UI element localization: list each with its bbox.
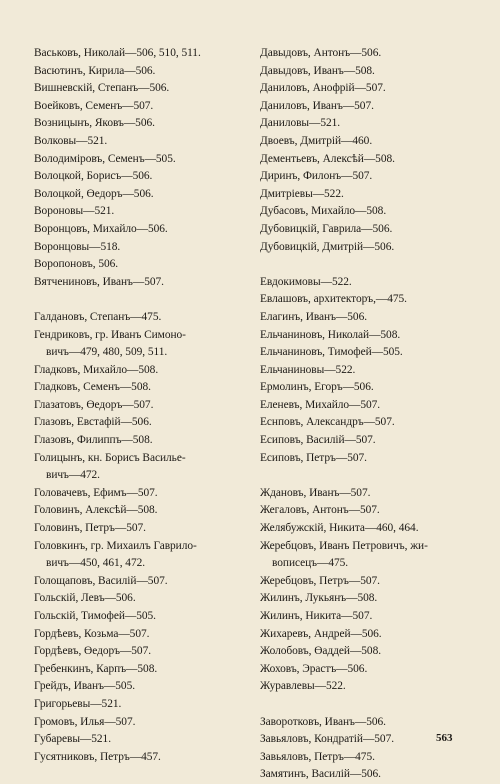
index-entry: Гендриковъ, гр. Иванъ Симоно- <box>34 328 186 341</box>
index-entry: Желябужскій, Никита—460, 464. <box>260 522 419 535</box>
index-entry: Жеребцовъ, Петръ—507. <box>260 574 380 587</box>
index-entry: Есиповъ, Василій—507. <box>260 434 376 447</box>
index-entry: Жихаревъ, Андрей—506. <box>260 627 382 640</box>
index-entry: Гордѣевъ, Өедоръ—507. <box>34 645 152 658</box>
index-entry: Еленевъ, Михайло—507. <box>260 398 381 411</box>
index-column-left <box>34 45 254 766</box>
section-gap <box>260 696 486 714</box>
index-entry: Волоцкой, Өедоръ—506. <box>34 187 154 200</box>
index-column-right <box>260 45 486 784</box>
index-entry: Жолобовъ, Өаддей—508. <box>260 645 382 658</box>
index-entry: Вишневскій, Степанъ—506. <box>34 82 170 95</box>
section-gap <box>260 256 486 274</box>
index-entry: Глазовъ, Филиппъ—508. <box>34 434 153 447</box>
index-entry: вичъ—472. <box>46 469 100 482</box>
section-gap <box>260 467 486 485</box>
index-entry: Васютинъ, Кирила—506. <box>34 64 156 77</box>
index-entry: Даниловъ, Анофрій—507. <box>260 82 386 95</box>
section-gap <box>34 291 254 309</box>
index-entry: Ельчаниновы—522. <box>260 363 356 376</box>
index-entry: Губаревы—521. <box>34 733 112 746</box>
index-entry: Дмитріевы—522. <box>260 187 344 200</box>
index-entry: Васьковъ, Николай—506, 510, 511. <box>34 47 201 59</box>
index-entry: Волоцкой, Борисъ—506. <box>34 170 153 183</box>
index-entry: Громовъ, Илья—507. <box>34 715 136 728</box>
index-entry: Грейдъ, Иванъ—505. <box>34 680 136 693</box>
index-entry: Воронцовъ, Михайло—506. <box>34 222 168 235</box>
index-entry: Ельчаниновъ, Тимофей—505. <box>260 346 403 359</box>
index-entry: Володиміровъ, Семенъ—505. <box>34 152 176 165</box>
index-entry: Двоевъ, Дмитрій—460. <box>260 134 373 147</box>
index-entry: вичъ—450, 461, 472. <box>46 557 146 570</box>
index-entry: Жилинъ, Лукьянъ—508. <box>260 592 378 605</box>
index-entry: Дубовицкій, Дмитрій—506. <box>260 240 395 253</box>
index-entry: Гольскій, Тимофей—505. <box>34 610 156 622</box>
index-entry: Григорьевы—521. <box>34 697 122 710</box>
index-entry: Ельчаниновъ, Николай—508. <box>260 328 401 341</box>
index-entry: Вороновы—521. <box>34 205 115 218</box>
index-entry: Жоховъ, Эрастъ—506. <box>260 662 368 675</box>
index-entry: Воронцовы—518. <box>34 240 121 253</box>
index-entry: Возницынъ, Яковъ—506. <box>34 117 155 130</box>
index-entry: Дементьевъ, Алексѣй—508. <box>260 152 395 165</box>
index-entry: Жилинъ, Никита—507. <box>260 610 373 622</box>
index-entry: вичъ—479, 480, 509, 511. <box>46 346 168 359</box>
index-entry: Даниловъ, Иванъ—507. <box>260 99 374 112</box>
index-entry: вописецъ—475. <box>272 557 349 570</box>
index-entry: Дубовицкій, Гаврила—506. <box>260 222 393 235</box>
index-entry: Заворотковъ, Иванъ—506. <box>260 715 386 728</box>
index-entry: Головинъ, Петръ—507. <box>34 522 146 535</box>
index-entry: Давыдовъ, Иванъ—508. <box>260 64 375 77</box>
index-entry: Завьяловъ, Кондратій—507. <box>260 733 395 746</box>
page-number: 563 <box>436 732 453 744</box>
index-entry: Гольскій, Левъ—506. <box>34 592 136 605</box>
index-entry: Давыдовъ, Антонъ—506. <box>260 47 382 59</box>
index-entry: Еснповъ, Александръ—507. <box>260 416 395 429</box>
index-entry: Завьяловъ, Петръ—475. <box>260 750 375 763</box>
index-entry: Замятинъ, Василій—506. <box>260 768 381 781</box>
index-entry: Жегаловъ, Антонъ—507. <box>260 504 380 517</box>
index-entry: Галдановъ, Степанъ—475. <box>34 310 162 323</box>
index-entry: Евдокимовы—522. <box>260 275 352 288</box>
index-entry: Есиповъ, Петръ—507. <box>260 451 367 464</box>
index-entry: Головинъ, Алексѣй—508. <box>34 504 158 517</box>
index-entry: Ермолинъ, Егоръ—506. <box>260 381 374 394</box>
index-entry: Глазовъ, Евстафій—506. <box>34 416 152 429</box>
index-entry: Ждановъ, Иванъ—507. <box>260 486 371 499</box>
index-entry: Головачевъ, Ефимъ—507. <box>34 486 158 499</box>
index-entry: Диринъ, Филонъ—507. <box>260 170 373 183</box>
index-entry: Гладковъ, Михайло—508. <box>34 363 159 376</box>
index-entry: Воропоновъ, 506. <box>34 258 119 271</box>
index-entry: Голицынъ, кн. Борисъ Василье- <box>34 451 186 464</box>
index-entry: Голощаповъ, Василій—507. <box>34 574 168 587</box>
index-entry: Гладковъ, Семенъ—508. <box>34 381 151 394</box>
index-entry: Глазатовъ, Өедоръ—507. <box>34 398 154 411</box>
index-entry: Гребенкинъ, Карпъ—508. <box>34 662 158 675</box>
index-entry: Головкинъ, гр. Михаилъ Гаврило- <box>34 539 197 552</box>
index-entry: Елагинъ, Иванъ—506. <box>260 310 368 323</box>
index-entry: Дубасовъ, Михайло—508. <box>260 205 387 218</box>
index-entry: Евлашовъ, архитекторъ,—475. <box>260 293 407 306</box>
index-entry: Даниловы—521. <box>260 117 341 130</box>
index-entry: Журавлевы—522. <box>260 680 346 693</box>
index-entry: Волковы—521. <box>34 134 108 147</box>
index-entry: Вятчениновъ, Иванъ—507. <box>34 275 164 288</box>
index-entry: Воейковъ, Семенъ—507. <box>34 99 154 112</box>
index-entry: Жеребцовъ, Иванъ Петровичъ, жи- <box>260 539 428 552</box>
index-entry: Гусятниковъ, Петръ—457. <box>34 750 161 763</box>
index-entry: Гордѣевъ, Козьма—507. <box>34 627 150 640</box>
